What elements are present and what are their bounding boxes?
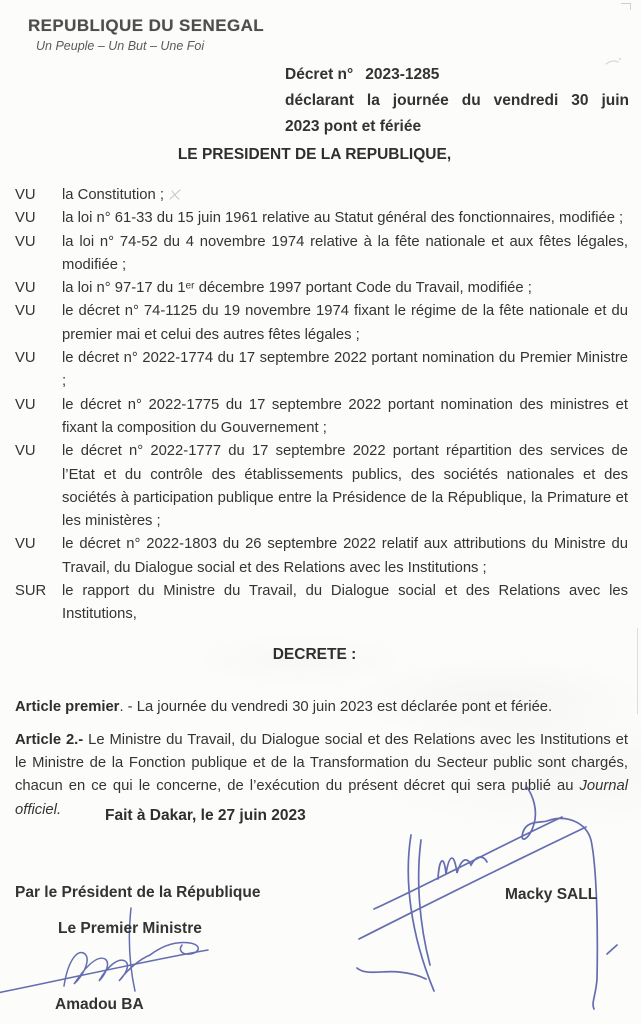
visa-label: VU (15, 303, 36, 320)
article-2-text: Le Ministre du Travail, du Dialogue social et des Relations avec les Institutions et le Ministre de la Fonction publique et de la Transformation du Secteur public sont chargés, chacun en ce qui le concerne, de l’exécution du présent décret qui sera publié au (15, 731, 628, 795)
visa-list (15, 184, 628, 627)
visa-label: VU (15, 443, 36, 460)
visa-text: la loi n° 61-33 du 15 juin 1961 relative au Statut général des fonctionnaires, modifiée ; (62, 210, 624, 227)
visa-row (15, 207, 628, 230)
decree-number-line (285, 62, 629, 88)
article-premier-label: Article premier (15, 698, 120, 715)
prime-minister-signature-ink (0, 898, 224, 1008)
visa-text: le rapport du Ministre du Travail, du Dialogue social et des Relations avec les Institutions, (62, 583, 628, 623)
decree-title-block (285, 62, 629, 140)
visa-row (15, 440, 628, 533)
place-and-date: Fait à Dakar, le 27 juin 2023 (105, 807, 306, 824)
visa-row (15, 231, 628, 278)
visa-label: VU (15, 187, 36, 203)
visa-text: le décret n° 2022-1777 du 17 septembre 2022 portant répartition des services de l’Etat et du contrôle des établissements publics, des sociétés nationales et des sociétés à participation publique entre la Présidence de la République, la Primature et les ministères ; (62, 443, 628, 530)
visa-row (15, 580, 628, 627)
president-salutation: LE PRESIDENT DE LA REPUBLIQUE, (177, 146, 452, 163)
decrete-heading: DECRETE : (272, 646, 357, 663)
country-title: REPUBLIQUE DU SENEGAL (28, 16, 265, 35)
visa-label: VU (15, 350, 36, 367)
handwritten-check-mark (168, 188, 183, 201)
visa-text: le décret n° 2022-1803 du 26 septembre 2022 relatif aux attributions du Ministre du Travail, du Dialogue social et des Relations avec les Institutions ; (62, 536, 628, 576)
visa-row (15, 533, 628, 580)
country-motto: Un Peuple – Un But – Une Foi (36, 39, 205, 53)
visa-label: VU (15, 396, 36, 413)
decree-subject-line1: déclarant la journée du vendredi 30 juin (285, 92, 629, 109)
article-2-label: Article 2.- (15, 731, 84, 748)
scan-corner-mark (621, 3, 631, 10)
article-2-journal-officiel: Journal officiel. (15, 778, 628, 818)
by-president-label: Par le Président de la République (15, 884, 261, 901)
visa-text: la loi n° 97-17 du 1ᵉʳ décembre 1997 portant Code du Travail, modifiée ; (62, 280, 532, 297)
article-premier (15, 696, 628, 719)
visa-row (15, 300, 628, 347)
visa-text: le décret n° 74-1125 du 19 novembre 1974 fixant le régime de la fête nationale et du premier mai et celui des autres fêtes légales ; (62, 303, 628, 343)
visa-row (15, 347, 628, 394)
decree-number: 2023-1285 (365, 66, 440, 83)
visa-label: VU (15, 280, 36, 297)
decree-label: Décret n° (285, 66, 354, 83)
visa-label: VU (15, 536, 36, 553)
visa-row (15, 277, 628, 300)
visa-text: le décret n° 2022-1775 du 17 septembre 2022 portant nomination des ministres et fixant la composition du Gouvernement ; (62, 396, 628, 436)
article-premier-text: . - La journée du vendredi 30 juin 2023 est déclarée pont et fériée. (119, 698, 553, 715)
visa-label: VU (15, 233, 36, 250)
president-name: Macky SALL (505, 886, 598, 903)
decree-subject-line2: 2023 pont et fériée (285, 118, 422, 135)
scan-edge-artifact (637, 628, 639, 714)
visa-text: la Constitution ; (62, 187, 164, 203)
visa-label: VU (15, 210, 36, 227)
visa-text: la loi n° 74-52 du 4 novembre 1974 relative à la fête nationale et aux fêtes légales, modifiée ; (62, 233, 628, 273)
prime-minister-title: Le Premier Ministre (58, 920, 202, 937)
prime-minister-name: Amadou BA (55, 996, 144, 1013)
visa-text: le décret n° 2022-1774 du 17 septembre 2022 portant nomination du Premier Ministre ; (62, 350, 628, 390)
visa-row (15, 394, 628, 441)
visa-label: SUR (15, 583, 47, 600)
visa-row (15, 184, 628, 207)
